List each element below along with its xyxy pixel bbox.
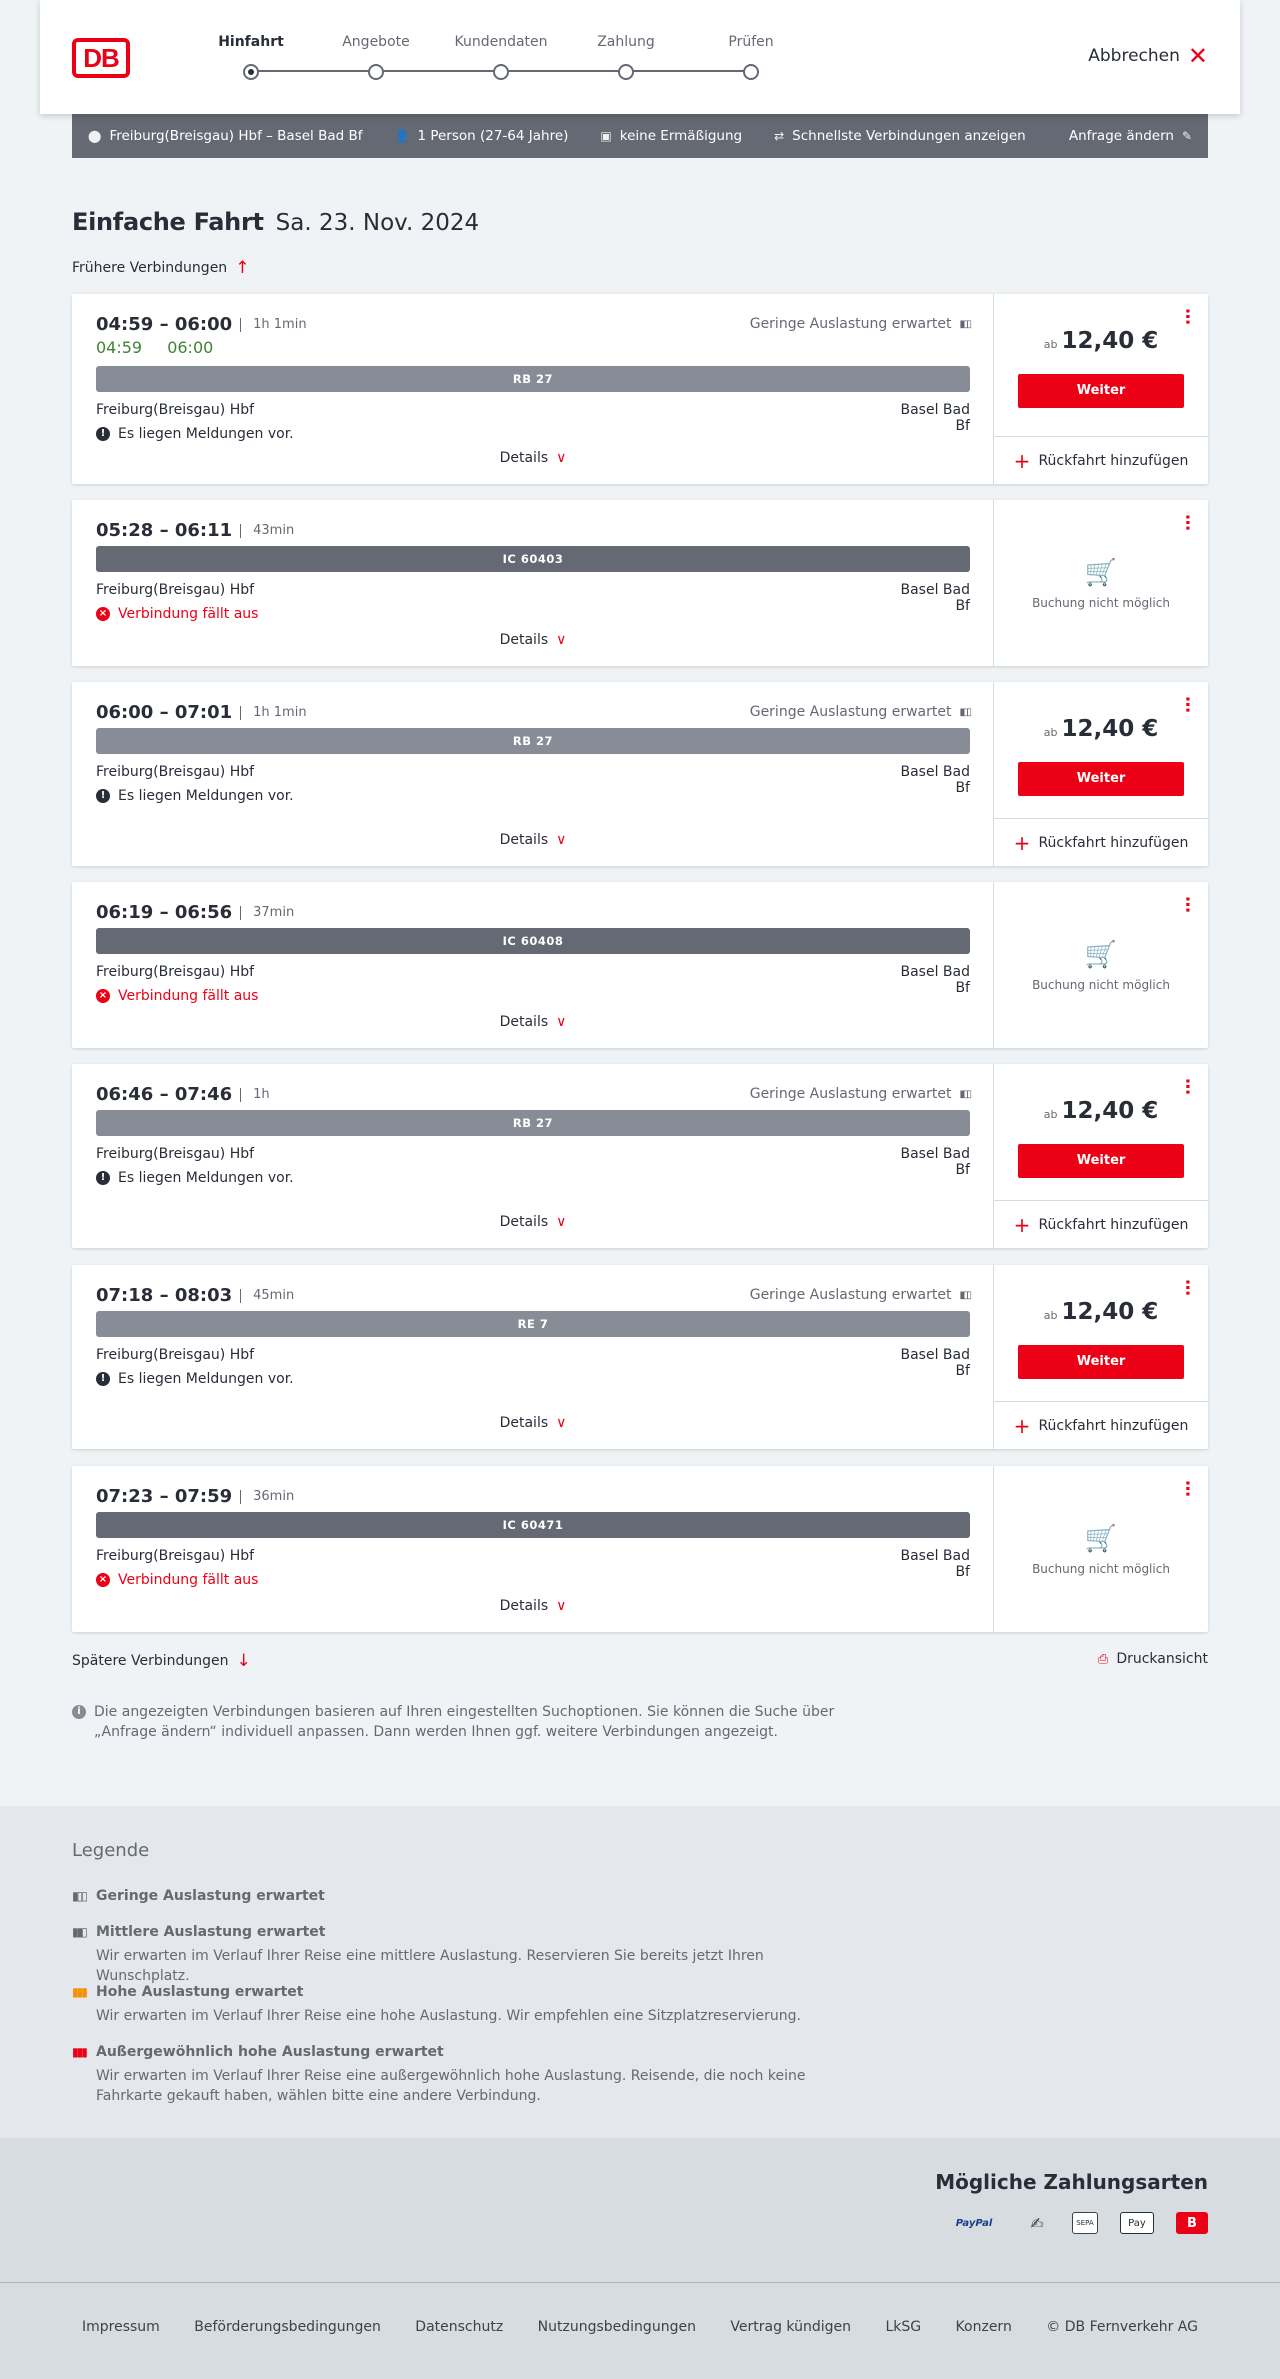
footer-link-nutzung[interactable]: Nutzungsbedingungen [537,2319,696,2335]
arrow-up-icon: ↑ [235,258,250,278]
bahncard-icon: ▣ [600,129,612,143]
paypal-icon: PayPal [955,2217,993,2229]
more-options-icon[interactable]: ⋯ [1177,896,1197,913]
occupancy-indicator [750,316,970,332]
details-toggle[interactable] [72,1214,994,1230]
discount-summary [600,128,742,144]
connection-times [96,902,294,923]
step-dot [493,64,509,80]
cart-unavailable-icon: 🛒 [1084,558,1118,588]
search-info-note [72,1702,852,1742]
step-zahlung [571,34,681,80]
step-dot [618,64,634,80]
alert-circle-icon: ! [96,1372,110,1386]
price [994,328,1208,354]
print-label: Druckansicht [1116,1651,1208,1667]
notice-message[interactable] [96,426,294,442]
origin-station: Freiburg(Breisgau) Hbf [96,402,255,418]
more-options-icon[interactable]: ⋯ [1177,1078,1197,1095]
continue-button[interactable]: Weiter [1018,1144,1184,1178]
cancel-label: Abbrechen [1088,46,1180,66]
route-text: Freiburg(Breisgau) Hbf – Basel Bad Bf [109,128,363,144]
page-title-row [72,208,479,236]
occupancy-exceptional-icon: ▮▮▮ [72,2045,86,2059]
destination-station: Basel Bad Bf [900,1347,970,1379]
step-angebote [321,34,431,80]
close-icon: ✕ [1187,42,1208,70]
payment-icons [946,2212,1208,2234]
message-text: Verbindung fällt aus [118,1572,259,1588]
alert-circle-icon: ! [96,1171,110,1185]
info-text: Die angezeigten Verbindungen basieren auf Ihren eingestellten Suchoptionen. Sie können die Suche über „Anfrage ändern“ individuell anpassen. Dann werden Ihnen ggf. weitere Verbindungen angezeigt. [94,1704,835,1740]
add-return-label: Rückfahrt hinzufügen [1038,1216,1189,1233]
legend-item-low [72,1888,852,1904]
printer-icon: ⎙ [1097,1651,1109,1667]
price-prefix: ab [1043,338,1058,351]
price-prefix: ab [1043,726,1058,739]
chevron-down-icon: ∨ [556,450,567,466]
price [994,716,1208,742]
earlier-connections-link[interactable] [72,258,249,278]
header [40,0,1240,114]
footer [0,2282,1280,2379]
payments-title: Mögliche Zahlungsarten [935,2170,1208,2194]
travel-date: Sa. 23. Nov. 2024 [275,210,480,236]
apple-pay-icon: Pay [1120,2212,1154,2234]
step-label: Zahlung [597,34,655,50]
notice-message[interactable] [96,1371,294,1387]
connection-card [72,294,1208,484]
train-bar[interactable]: RB 27 [96,366,970,392]
footer-link-impressum[interactable]: Impressum [82,2319,160,2335]
price-value: 12,40 € [1061,1299,1159,1325]
step-dot [243,64,259,80]
more-options-icon[interactable]: ⋯ [1177,1480,1197,1497]
details-toggle[interactable] [72,832,994,848]
chevron-down-icon: ∨ [556,1214,567,1230]
alert-circle-icon: ! [96,789,110,803]
origin-station: Freiburg(Breisgau) Hbf [96,1548,255,1564]
chevron-down-icon: ∨ [556,1415,567,1431]
sepa-icon: SEPA [1072,2212,1098,2234]
add-return-label: Rückfahrt hinzufügen [1038,452,1189,469]
footer-links [0,2319,1280,2335]
footer-link-befoerderung[interactable]: Beförderungsbedingungen [194,2319,381,2335]
db-payment-icon: B [1176,2212,1208,2234]
fastest-option [774,128,1026,144]
details-label: Details [499,832,549,848]
train-bar[interactable]: IC 60403 [96,546,970,572]
details-label: Details [499,632,549,648]
payment-methods [0,2138,1280,2282]
details-label: Details [499,1014,549,1030]
footer-link-lksg[interactable]: LkSG [885,2319,922,2335]
legend-item-exceptional [72,2044,852,2106]
legend-section [0,1806,1280,2138]
add-return-button[interactable] [994,1200,1208,1248]
connection-times [96,1486,294,1507]
legend-item-desc: Wir erwarten im Verlauf Ihrer Reise eine mittlere Auslastung. Reservieren Sie bereits jetzt Ihren Wunschplatz. [96,1948,764,1984]
change-request-label: Anfrage ändern [1068,128,1174,144]
price-value: 12,40 € [1061,716,1159,742]
train-bar[interactable]: RB 27 [96,1110,970,1136]
legend-title: Legende [72,1840,150,1861]
message-text: Es liegen Meldungen vor. [118,1170,294,1186]
pencil-icon: ✎ [1181,129,1192,143]
connection-card [72,500,1208,666]
discount-text: keine Ermäßigung [619,128,743,144]
cancellation-message [96,1572,258,1588]
legend-item-medium [72,1924,852,1986]
connection-card [72,682,1208,866]
booking-unavailable [994,558,1208,610]
step-dot [743,64,759,80]
traveller-text: 1 Person (27-64 Jahre) [417,128,569,144]
message-text: Verbindung fällt aus [118,988,259,1004]
details-toggle[interactable] [72,632,994,648]
price-value: 12,40 € [1061,1098,1159,1124]
connection-times [96,702,307,723]
train-bar[interactable]: RB 27 [96,728,970,754]
cancel-circle-icon: × [96,1573,110,1587]
destination-station: Basel Bad Bf [900,582,970,614]
notice-message[interactable] [96,788,294,804]
departure-arrival-time: 06:46 – 07:46 [96,1084,233,1105]
connection-card [72,1064,1208,1248]
cart-unavailable-icon: 🛒 [1084,940,1118,970]
booking-unavailable-label: Buchung nicht möglich [1032,1562,1170,1576]
fastest-text: Schnellste Verbindungen anzeigen [792,128,1026,144]
price-value: 12,40 € [1061,328,1159,354]
origin-station: Freiburg(Breisgau) Hbf [96,582,255,598]
cart-unavailable-icon: 🛒 [1084,1524,1118,1554]
origin-station: Freiburg(Breisgau) Hbf [96,964,255,980]
step-hinfahrt [196,34,306,80]
duration: 36min [240,1490,294,1504]
connection-card [72,1466,1208,1632]
connection-times [96,314,307,335]
details-toggle[interactable] [72,1598,994,1614]
departure-arrival-time: 06:00 – 07:01 [96,702,233,723]
occupancy-low-icon: ▮▯▯ [72,1889,86,1903]
origin-station: Freiburg(Breisgau) Hbf [96,1347,255,1363]
message-text: Verbindung fällt aus [118,606,259,622]
step-label: Prüfen [728,34,774,50]
duration: 1h 1min [240,318,306,332]
train-bar[interactable]: RE 7 [96,1311,970,1337]
swap-arrows-icon: ⇄ [774,129,785,143]
details-label: Details [499,450,549,466]
booking-unavailable [994,940,1208,992]
booking-unavailable [994,1524,1208,1576]
destination-station: Basel Bad Bf [900,1146,970,1178]
more-options-icon[interactable]: ⋯ [1177,308,1197,325]
route-summary [88,128,363,144]
duration: 1h 1min [240,706,306,720]
alert-circle-icon: ! [96,427,110,441]
details-toggle[interactable] [72,450,994,466]
chevron-down-icon: ∨ [556,832,567,848]
occupancy-low-icon: ▮▯▯ [959,1289,970,1301]
destination-station: Basel Bad Bf [900,964,970,996]
step-dot [368,64,384,80]
legend-item-desc: Wir erwarten im Verlauf Ihrer Reise eine außergewöhnlich hohe Auslastung. Reisende, die noch keine Fahrkarte gekauft haben, wählen bitte eine andere Verbindung. [96,2068,806,2104]
direct-debit-icon: ✍ [1030,2213,1044,2233]
step-label: Kundendaten [454,34,548,50]
duration: 1h [240,1088,270,1102]
departure-arrival-time: 07:18 – 08:03 [96,1285,233,1306]
footer-link-konzern[interactable]: Konzern [955,2319,1012,2335]
connection-times [96,520,294,541]
notice-message[interactable] [96,1170,294,1186]
occupancy-indicator [750,1086,970,1102]
connection-card [72,882,1208,1048]
cancel-circle-icon: × [96,607,110,621]
cancellation-message [96,606,258,622]
add-return-button[interactable] [994,818,1208,866]
step-label: Angebote [342,34,410,50]
booking-unavailable-label: Buchung nicht möglich [1032,596,1170,610]
origin-station: Freiburg(Breisgau) Hbf [96,764,255,780]
connection-card [72,1265,1208,1449]
continue-button[interactable]: Weiter [1018,1345,1184,1379]
more-options-icon[interactable]: ⋯ [1177,696,1197,713]
add-return-label: Rückfahrt hinzufügen [1038,1417,1189,1434]
more-options-icon[interactable]: ⋯ [1177,1279,1197,1296]
plus-icon: + [1013,1413,1031,1438]
occupancy-label: Geringe Auslastung erwartet [749,316,952,332]
print-view-link[interactable] [1098,1651,1208,1667]
price [994,1098,1208,1124]
step-pruefen [696,34,806,80]
plus-icon: + [1013,1212,1031,1237]
add-return-label: Rückfahrt hinzufügen [1038,834,1189,851]
destination-station: Basel Bad Bf [900,1548,970,1580]
occupancy-medium-icon: ▮▮▯ [72,1925,86,1939]
legend-item-title: Außergewöhnlich hohe Auslastung erwartet [96,2044,444,2060]
page-title: Einfache Fahrt [72,208,264,236]
cancel-button[interactable] [1088,42,1208,70]
person-icon: 👤 [394,129,410,143]
details-toggle[interactable] [72,1415,994,1431]
departure-arrival-time: 07:23 – 07:59 [96,1486,233,1507]
departure-arrival-time: 05:28 – 06:11 [96,520,233,541]
details-label: Details [499,1598,549,1614]
message-text: Es liegen Meldungen vor. [118,1371,294,1387]
footer-copyright: © DB Fernverkehr AG [1046,2319,1198,2335]
plus-icon: + [1013,448,1031,473]
message-text: Es liegen Meldungen vor. [118,426,294,442]
earlier-label: Frühere Verbindungen [72,260,228,276]
origin-station: Freiburg(Breisgau) Hbf [96,1146,255,1162]
departure-arrival-time: 04:59 – 06:00 [96,314,233,335]
destination-station: Basel Bad Bf [900,764,970,796]
details-label: Details [499,1415,549,1431]
step-label: Hinfahrt [218,34,284,50]
connection-times [96,1084,270,1105]
info-icon: i [72,1705,86,1719]
arrow-down-icon: ↓ [236,1651,251,1671]
duration: 43min [240,524,294,538]
continue-button[interactable]: Weiter [1018,374,1184,408]
train-bar[interactable]: IC 60471 [96,1512,970,1538]
add-return-button[interactable] [994,1401,1208,1449]
continue-button[interactable]: Weiter [1018,762,1184,796]
booking-unavailable-label: Buchung nicht möglich [1032,978,1170,992]
legend-item-desc: Wir erwarten im Verlauf Ihrer Reise eine hohe Auslastung. Wir empfehlen eine Sitzplatzreservierung. [96,2008,801,2024]
occupancy-low-icon: ▮▯▯ [959,1088,970,1100]
train-bar[interactable]: IC 60408 [96,928,970,954]
more-options-icon[interactable]: ⋯ [1177,514,1197,531]
price [994,1299,1208,1325]
departure-arrival-time: 06:19 – 06:56 [96,902,233,923]
duration: 45min [240,1289,294,1303]
change-request-button[interactable] [1069,128,1192,144]
chevron-down-icon: ∨ [556,632,567,648]
db-logo[interactable]: DB [72,38,130,78]
price-prefix: ab [1043,1309,1058,1322]
add-return-button[interactable] [994,436,1208,484]
legend-item-title: Hohe Auslastung erwartet [96,1984,304,2000]
duration: 37min [240,906,294,920]
cancel-circle-icon: × [96,989,110,1003]
occupancy-low-icon: ▮▯▯ [959,706,970,718]
footer-link-vertrag[interactable]: Vertrag kündigen [730,2319,851,2335]
legend-item-high [72,1984,852,2026]
details-label: Details [499,1214,549,1230]
occupancy-label: Geringe Auslastung erwartet [749,704,952,720]
occupancy-label: Geringe Auslastung erwartet [749,1086,952,1102]
realtime-times: 04:59 06:00 [96,338,214,357]
plus-icon: + [1013,830,1031,855]
chevron-down-icon: ∨ [556,1014,567,1030]
legend-item-title: Mittlere Auslastung erwartet [96,1924,326,1940]
occupancy-label: Geringe Auslastung erwartet [749,1287,952,1303]
location-pin-icon: ⬤ [88,129,102,143]
occupancy-high-icon: ▮▮▮ [72,1985,86,1999]
later-connections-link[interactable] [72,1651,251,1671]
cancellation-message [96,988,258,1004]
traveller-summary [395,128,569,144]
legend-item-title: Geringe Auslastung erwartet [96,1888,325,1904]
footer-link-datenschutz[interactable]: Datenschutz [415,2319,504,2335]
occupancy-indicator [750,704,970,720]
progress-stepper [210,34,774,84]
chevron-down-icon: ∨ [556,1598,567,1614]
destination-station: Basel Bad Bf [900,402,970,434]
connection-times [96,1285,294,1306]
step-kundendaten [446,34,556,80]
details-toggle[interactable] [72,1014,994,1030]
occupancy-low-icon: ▮▯▯ [959,318,970,330]
search-summary-bar [72,114,1208,158]
message-text: Es liegen Meldungen vor. [118,788,294,804]
price-prefix: ab [1043,1108,1058,1121]
later-label: Spätere Verbindungen [72,1653,229,1669]
occupancy-indicator [750,1287,970,1303]
